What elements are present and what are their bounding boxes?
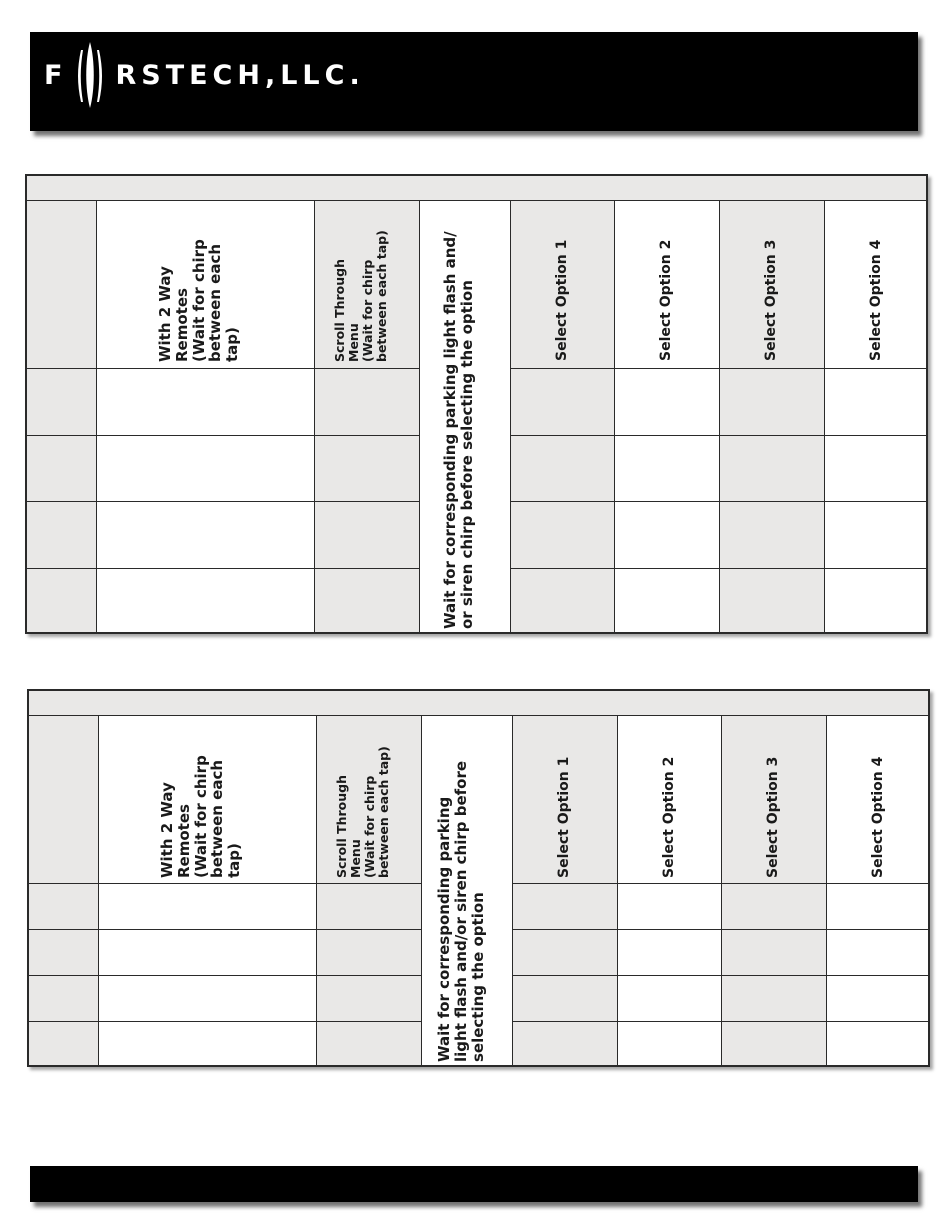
header-option-2 — [617, 715, 721, 883]
table-cell — [96, 435, 314, 501]
header-scroll-menu-text: Scroll Through Menu (Wait for chirp between each tap) — [332, 230, 389, 362]
table-cell — [96, 568, 314, 634]
header-blank — [25, 200, 96, 368]
table-cell — [314, 501, 419, 568]
table-cell — [824, 435, 928, 501]
header-option-3 — [721, 715, 826, 883]
header-blank — [27, 715, 98, 883]
table-cell — [617, 975, 721, 1021]
table-cell — [721, 929, 826, 975]
programming-table-1 — [25, 174, 928, 634]
header-scroll-menu — [316, 715, 421, 883]
table-cell — [826, 883, 930, 929]
table-cell — [614, 501, 719, 568]
table-cell — [98, 883, 316, 929]
table-cell — [25, 435, 96, 501]
header-option-2 — [614, 200, 719, 368]
table-cell — [826, 975, 930, 1021]
table-cell — [721, 975, 826, 1021]
table-cell — [719, 435, 824, 501]
header-wait-note-text: Wait for corresponding parking light flash and/ or siren chirp before selecting the option — [441, 231, 476, 629]
table-cell — [510, 501, 614, 568]
header-2way-remotes-text: With 2 Way Remotes (Wait for chirp between each tap) — [158, 755, 244, 878]
table-cell — [510, 435, 614, 501]
table-cell — [316, 975, 421, 1021]
table-cell — [617, 883, 721, 929]
table-cell — [510, 368, 614, 435]
header-2way-remotes — [96, 200, 314, 368]
firstech-logo — [44, 40, 365, 110]
header-2way-remotes-text: With 2 Way Remotes (Wait for chirp between each tap) — [156, 239, 242, 362]
table-cell — [98, 1021, 316, 1067]
table-cell — [614, 568, 719, 634]
programming-table-2 — [27, 689, 930, 1067]
table-cell — [316, 1021, 421, 1067]
table-cell — [512, 975, 617, 1021]
header-option-1 — [512, 715, 617, 883]
header-scroll-menu-text: Scroll Through Menu (Wait for chirp between each tap) — [334, 746, 391, 878]
table-cell — [25, 368, 96, 435]
logo-text-left: F — [44, 59, 68, 91]
logo-flame-icon — [69, 40, 111, 110]
table-cell — [614, 435, 719, 501]
table-title-bar — [25, 174, 928, 200]
header-wait-note-text: Wait for corresponding parking light flash and/or siren chirp before selecting the option — [435, 760, 487, 1062]
table-cell — [314, 568, 419, 634]
table-cell — [96, 501, 314, 568]
table-cell — [27, 883, 98, 929]
table-cell — [98, 975, 316, 1021]
table-cell — [721, 883, 826, 929]
header-option-1-text: Select Option 1 — [554, 239, 570, 361]
table-cell — [824, 568, 928, 634]
table-cell — [617, 929, 721, 975]
table-cell — [510, 568, 614, 634]
table-cell — [316, 929, 421, 975]
footer-banner — [30, 1166, 918, 1202]
table-cell — [512, 929, 617, 975]
table-cell — [824, 368, 928, 435]
header-option-1-text: Select Option 1 — [556, 756, 572, 878]
table-cell — [614, 368, 719, 435]
table-cell — [25, 501, 96, 568]
table-cell — [316, 883, 421, 929]
table-cell — [826, 1021, 930, 1067]
header-2way-remotes — [98, 715, 316, 883]
table-cell — [826, 929, 930, 975]
table-cell — [27, 929, 98, 975]
table-title-bar — [27, 689, 930, 715]
table-cell — [719, 568, 824, 634]
table-cell — [314, 435, 419, 501]
header-wait-note — [419, 200, 510, 634]
header-option-2-text: Select Option 2 — [658, 239, 674, 361]
table-cell — [98, 929, 316, 975]
table-cell — [824, 501, 928, 568]
table-cell — [96, 368, 314, 435]
table-cell — [27, 975, 98, 1021]
header-scroll-menu — [314, 200, 419, 368]
header-option-4 — [824, 200, 928, 368]
header-option-1 — [510, 200, 614, 368]
table-cell — [617, 1021, 721, 1067]
header-option-3-text: Select Option 3 — [763, 239, 779, 361]
header-option-3 — [719, 200, 824, 368]
table-cell — [314, 368, 419, 435]
table-cell — [721, 1021, 826, 1067]
table-cell — [512, 883, 617, 929]
table-cell — [512, 1021, 617, 1067]
logo-text-right: RSTECH,LLC. — [115, 59, 365, 91]
table-cell — [719, 368, 824, 435]
header-option-4 — [826, 715, 930, 883]
table-cell — [719, 501, 824, 568]
header-option-4-text: Select Option 4 — [868, 239, 884, 361]
header-wait-note — [421, 715, 512, 1067]
header-option-4-text: Select Option 4 — [870, 756, 886, 878]
table-cell — [27, 1021, 98, 1067]
table-cell — [25, 568, 96, 634]
header-option-3-text: Select Option 3 — [765, 756, 781, 878]
header-option-2-text: Select Option 2 — [661, 756, 677, 878]
